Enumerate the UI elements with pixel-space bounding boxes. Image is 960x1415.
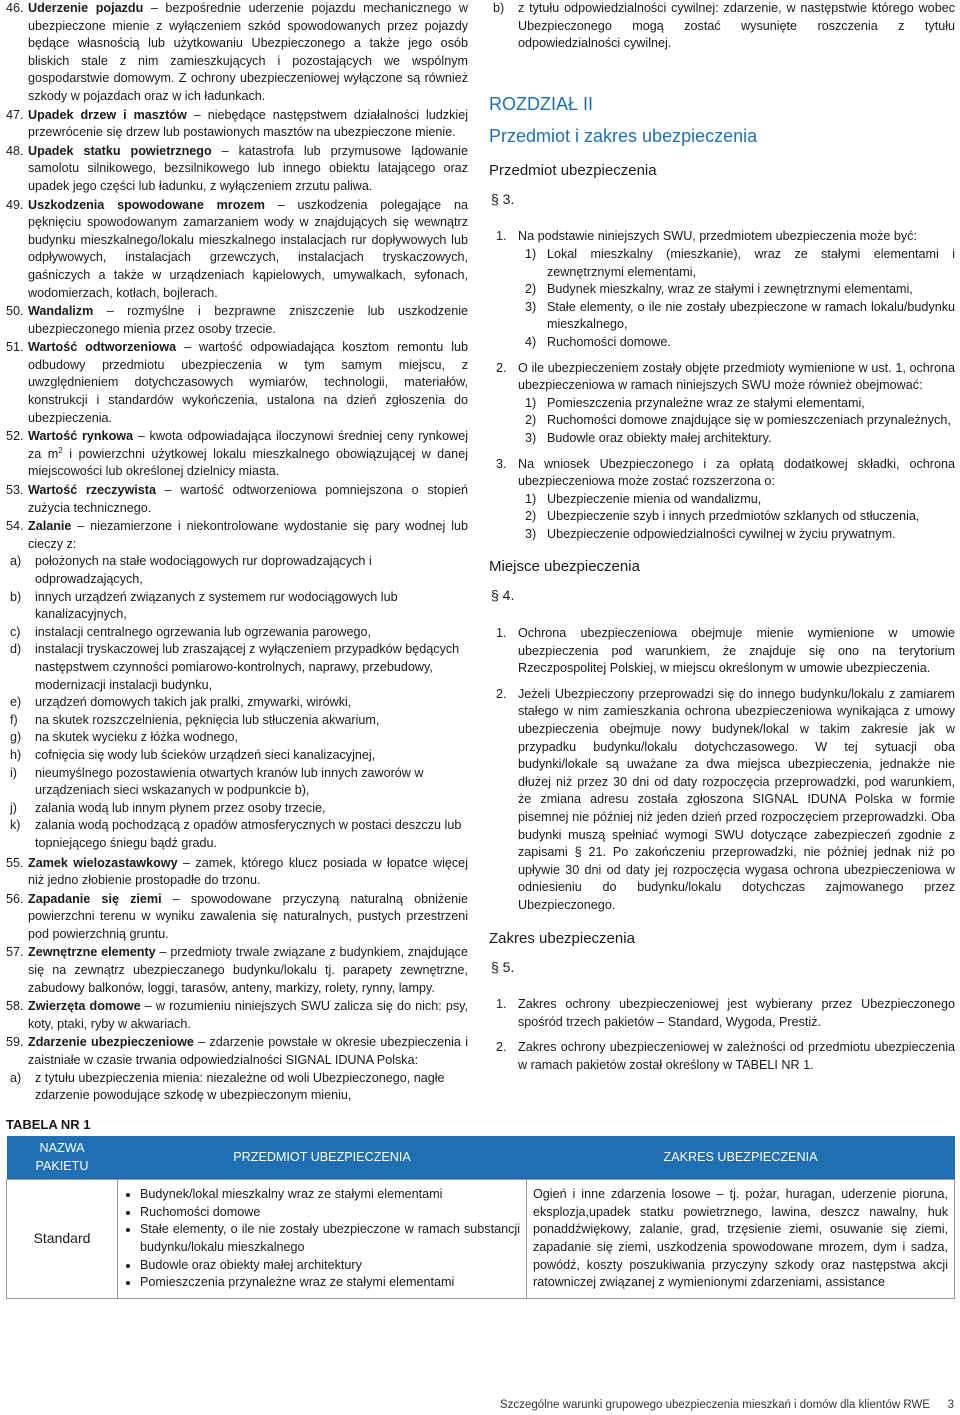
sub-item [6, 589, 468, 624]
paragraph-sign-3: § 3. [491, 190, 515, 207]
chapter-label: ROZDZIAŁ II [489, 93, 594, 114]
footer-text: Szczególne warunki grupowego ubezpieczenia mieszkań i domów dla klientów RWE [500, 1399, 930, 1411]
list-item-text: Pomieszczenia przynależne wraz ze stałymi elementami, [547, 395, 865, 410]
sub-item [6, 747, 468, 765]
package-name: Standard [7, 1180, 118, 1299]
definition-term: Upadek drzew i masztów [28, 107, 187, 122]
list-item-number: 2) [525, 509, 537, 524]
paragraph-text: Na podstawie niniejszych SWU, przedmiotem ubezpieczenia może być: [518, 229, 917, 244]
paragraph-text: Ochrona ubezpieczeniowa obejmuje mienie wymienione w umowie ubezpieczenia pod warunkiem, że znajduje się ono na terytorium Rzeczpospolitej Polskiej, w miejscu określonym w umowie ubezpieczenia. [518, 626, 955, 676]
paragraph-number: 2. [496, 360, 507, 375]
definition-number: 51. [6, 340, 24, 355]
sub-item-letter: i) [10, 765, 17, 780]
definition-term: Uszkodzenia spowodowane mrozem [28, 197, 265, 212]
sub-item [6, 817, 468, 852]
sub-item-text: cofnięcia się wody lub ścieków urządzeń sieci kanalizacyjnej, [35, 747, 376, 762]
definition-term: Zapadanie się ziemi [28, 891, 162, 906]
definition-term: Zwierzęta domowe [28, 999, 141, 1014]
sub-item-text: zalania wodą pochodzącą z opadów atmosferycznych w postaci deszczu lub topniejącego śniegu bądź gradu. [35, 818, 462, 850]
subject-list-item: • Budowle oraz obiekty małej architektury [140, 1257, 520, 1275]
section-heading-przedmiot: Przedmiot ubezpieczenia [489, 161, 657, 179]
page-number: 3 [947, 1399, 954, 1411]
definition-item: 48. Upadek statku powietrznego – katastrofa lub przymusowe lądowanie samolotu silnikowego, bezsilnikowego lub innego obiektu latającego oraz upadek jego części lub ładunku, z wyłączeniem zrzutu paliwa. [6, 143, 468, 196]
sub-item-letter: a) [10, 1070, 22, 1085]
list-item-text: Lokal mieszkalny (mieszkanie), wraz ze stałymi elementami i zewnętrznymi elementami, [547, 246, 955, 279]
definition-item: 50. Wandalizm – rozmyślne i bezprawne zniszczenie lub uszkodzenie ubezpieczonego mienia przez osoby trzecie. [6, 303, 468, 338]
definition-number: 58. [6, 999, 24, 1014]
definition-number: 48. [6, 143, 24, 158]
paragraph-text: O ile ubezpieczeniem zostały objęte przedmioty wymienione w ust. 1, ochrona ubezpieczeniowa w ramach niniejszych SWU może również obejmować: [518, 360, 955, 393]
list-item-number: 4) [525, 334, 537, 349]
section-heading-miejsce: Miejsce ubezpieczenia [489, 558, 640, 576]
list-item-text: Budynek mieszkalny, wraz ze stałymi i zewnętrznymi elementami, [547, 282, 913, 297]
sub-item [6, 641, 468, 694]
sub-item-letter: d) [10, 642, 22, 657]
numbered-paragraph [489, 996, 955, 1031]
definition-number: 46. [6, 1, 24, 15]
paragraph-text: Zakres ochrony ubezpieczeniowej w zależności od przedmiotu ubezpieczenia w ramach pakietów został określony w TABELI NR 1. [518, 1040, 955, 1072]
definition-term: Wartość rynkowa [28, 429, 134, 444]
table-row [7, 1180, 955, 1299]
header-package: NAZWA PAKIETU [7, 1136, 118, 1180]
coverage-table [6, 1136, 955, 1299]
list-item [518, 508, 955, 526]
sub-item [6, 729, 468, 747]
list-item-text: Ruchomości domowe. [547, 334, 671, 349]
header-subject: PRZEDMIOT UBEZPIECZENIA [118, 1136, 527, 1180]
numbered-paragraph [489, 1039, 955, 1074]
left-column [6, 0, 468, 1106]
sub-item-text: zalania wodą lub innym płynem przez osoby trzecie, [35, 800, 326, 815]
paragraph-number: 2. [496, 1040, 507, 1055]
footer [500, 1397, 954, 1415]
subject-list-item: • Pomieszczenia przynależne wraz ze stałymi elementami [140, 1274, 520, 1292]
definition-number: 56. [6, 891, 24, 906]
definition-term: Zamek wielozastawkowy [28, 855, 178, 870]
sub-item-text: urządzeń domowych takich jak pralki, zmywarki, wirówki, [35, 695, 352, 710]
definition-item: 46. Uderzenie pojazdu – bezpośrednie uderzenie pojazdu mechanicznego w ubezpieczone mienie z wyłączeniem szkód spowodowanych przez pojazdy będące własnością lub użytkowaniu Ubezpieczonego a także jego osób bliskich stale z nim zamieszkujących i pozostających we wspólnym gospodarstwie domowym. Z ochrony ubezpieczeniowej wyłączone są również szkody w pojazdach oraz w ich ładunkach. [6, 0, 468, 106]
definition-term: Uderzenie pojazdu [28, 1, 144, 15]
definition-item: 55. Zamek wielozastawkowy – zamek, którego klucz posiada w łopatce więcej niż jedno złobienie prostopadłe do trzonu. [6, 855, 468, 890]
sub-item-letter: e) [10, 695, 22, 710]
header-scope: ZAKRES UBEZPIECZENIA [527, 1136, 955, 1180]
definition-number: 50. [6, 304, 24, 319]
numbered-paragraph [489, 686, 955, 915]
sub-item [6, 553, 468, 588]
sub-item-text: instalacji tryskaczowej lub zraszającej z wyłączeniem przypadków będących następstwem czynności pomiarowo-kontrolnych, naprawy, przebudowy, modernizacji instalacji budynku, [35, 642, 460, 692]
definition-item: 53. Wartość rzeczywista – wartość odtworzeniowa pomniejszona o stopień zużycia technicznego. [6, 482, 468, 517]
list-item-number: 1) [525, 491, 537, 506]
definition-term: Wartość rzeczywista [28, 483, 156, 498]
definition-term: Zdarzenie ubezpieczeniowe [28, 1035, 194, 1050]
paragraph-sign-5: § 5. [491, 958, 515, 975]
paragraph-text: Zakres ochrony ubezpieczeniowej jest wybierany przez Ubezpieczonego spośród trzech pakietów – Standard, Wygoda, Prestiż. [518, 997, 955, 1029]
list-item [518, 246, 955, 281]
subject-list-item: • Stałe elementy, o ile nie zostały ubezpieczone w ramach substancji budynku/lokalu mieszkalnego [140, 1221, 520, 1256]
list-item [518, 491, 955, 509]
definition-number: 52. [6, 429, 24, 444]
sub-item-text: innych urządzeń związanych z systemem rur wodociągowych lub kanalizacyjnych, [35, 589, 398, 622]
paragraph-number: 1. [496, 997, 507, 1012]
paragraph-number: 3. [496, 456, 507, 471]
chapter-title: Przedmiot i zakres ubezpieczenia [489, 125, 758, 146]
list-item-text: Ubezpieczenie szyb i innych przedmiotów szklanych od stłuczenia, [547, 509, 920, 524]
list-item-text: Ubezpieczenie odpowiedzialności cywilnej w życiu prywatnym. [547, 526, 896, 541]
subject-list-item: • Ruchomości domowe [140, 1204, 520, 1222]
definition-item: 51. Wartość odtworzeniowa – wartość odpowiadająca kosztom remontu lub odbudowy przedmiotu ubezpieczenia w tym samym miejscu, z uwzględnieniem dotychczasowych wymiarów, technologii, materiałów, konstrukcji i standardów wykończenia, ustalona na dzień zgłoszenia do ubezpieczenia. [6, 339, 468, 427]
definition-59: 59. Zdarzenie ubezpieczeniowe – zdarzenie powstałe w okresie ubezpieczenia i zaistniałe w czasie trwania odpowiedzialności SIGNAL IDUNA Polska: a) z tytułu ubezpieczenia mienia: niezależne od woli Ubezpieczonego, nagłe zdarzenie powodujące szkodę w ubezpieczonym mieniu, [6, 1034, 468, 1104]
sub-item-letter: g) [10, 730, 22, 745]
paragraph-number: 1. [496, 626, 507, 641]
list-item [518, 281, 955, 299]
list-item-number: 3) [525, 299, 537, 314]
scope-cell: Ogień i inne zdarzenia losowe – tj. pożar, huragan, uderzenie pioruna, eksplozja,upadek statku powietrznego, lawina, deszcz nawalny, huk ponaddźwiękowy, zalanie, grad, trzęsienie ziemi, osuwanie się ziemi, zapadanie się ziemi, uszkodzenia spowodowane mrozem, dym i sadza, powódź, koszty poszukiwania przyczyny szkody oraz następstwa akcji ratowniczej związanej z wymienionymi zdarzeniami, assistance [527, 1180, 955, 1299]
sub-item [6, 800, 468, 818]
list-item [518, 412, 955, 430]
definition-number: 57. [6, 945, 24, 960]
definition-item: 47. Upadek drzew i masztów – niebędące następstwem działalności ludzkiej przewrócenie się drzew lub postawionych masztów na ubezpieczone mienie. [6, 107, 468, 142]
list-item-number: 3) [525, 430, 537, 445]
numbered-paragraph [489, 228, 955, 351]
sub-item-letter: a) [10, 554, 22, 569]
definition-term: Upadek statku powietrznego [28, 143, 212, 158]
definition-number: 55. [6, 855, 24, 870]
definition-item: 56. Zapadanie się ziemi – spowodowane przyczyną naturalną obniżenie powierzchni terenu w wyniku zawalenia się naturalnych, pustych przestrzeni pod powierzchnią gruntu. [6, 891, 468, 944]
definition-number: 53. [6, 483, 24, 498]
definition-number: 59. [6, 1035, 24, 1050]
sub-item-letter: c) [10, 624, 21, 639]
list-item-number: 1) [525, 246, 537, 261]
definition-term: Zalanie [28, 519, 72, 534]
sub-item-letter: h) [10, 747, 22, 762]
definition-number: 54. [6, 519, 24, 534]
subject-cell [118, 1180, 527, 1299]
list-item-number: 2) [525, 413, 537, 428]
continuation-item-b: b) z tytułu odpowiedzialności cywilnej: zdarzenie, w następstwie którego wobec Ubezpieczonego mogą zostać wysunięte roszczenia z tytułu odpowiedzialności cywilnej. [493, 1, 955, 51]
sub-item-letter: k) [10, 818, 21, 833]
right-column [489, 0, 955, 1083]
sub-item-text: na skutek wycieku z łóżka wodnego, [35, 730, 239, 745]
list-item [518, 430, 955, 448]
sub-item-text: instalacji centralnego ogrzewania lub ogrzewania parowego, [35, 624, 372, 639]
sub-item [6, 712, 468, 730]
paragraph-sign-4: § 4. [491, 587, 515, 604]
table-title: TABELA NR 1 [6, 1117, 91, 1132]
list-item [518, 395, 955, 413]
numbered-paragraph [489, 625, 955, 678]
list-item [518, 334, 955, 352]
subject-list-item: • Budynek/lokal mieszkalny wraz ze stałymi elementami [140, 1186, 520, 1204]
list-item-text: Ubezpieczenie mienia od wandalizmu, [547, 491, 762, 506]
definition-term: Zewnętrzne elementy [28, 945, 156, 960]
definition-item: 58. Zwierzęta domowe – w rozumieniu niniejszych SWU zalicza się do nich: psy, koty, ptaki, ryby w akwariach. [6, 998, 468, 1033]
definition-item: 49. Uszkodzenia spowodowane mrozem – uszkodzenia polegające na pęknięciu spowodowanym zamarzaniem wody w znajdujących się wewnątrz budynku mieszkalnego/lokalu mieszkalnego instalacjach rur dopływowych lub odpływowych, instalacjach grzewczych, instalacjach tryskaczowych, gaśniczych a także w urządzeniach kąpielowych, umywalkach, syfonach, wodomierzach, kotłach, bojlerach. [6, 197, 468, 303]
definition-term: Wandalizm [28, 304, 94, 319]
list-item-number: 2) [525, 282, 537, 297]
definition-52: 52. Wartość rynkowa – kwota odpowiadająca iloczynowi średniej ceny rynkowej za $m^2$ i powierzchni użytkowej lokalu mieszkalnego obowiązującej w danej miejscowości lub określonej dzielnicy miasta. [6, 428, 468, 481]
sub-item [6, 765, 468, 800]
sub-item [6, 1070, 468, 1105]
numbered-paragraph [489, 456, 955, 544]
list-item-text: Budowle oraz obiekty małej architektury. [547, 430, 772, 445]
paragraph-text: Jeżeli Ubezpieczony przeprowadzi się do innego budynku/lokalu z zamiarem stałego w nim zamieszkania ochrona ubezpieczeniowa wynikająca z umowy ubezpieczenia obejmuje nowy budynek/lokal w takim zakresie jak w przypadku budynku/lokalu dotychczasowego. W tej sytuacji oba budynki/lokale są uważane za dwa miejsca ubezpieczenia, jednakże nie dłużej niż przez 30 dni od daty rozpoczęcia przeprowadzki, pod warunkiem, że zmiana adresu została zgłoszona SIGNAL IDUNA Polska w formie pisemnej nie później niż jeden dzień przed rozpoczęciem przeprowadzki. Oba budynki muszą spełniać wymogi SWU dotyczące zabezpieczeń zgodnie z zapisami § 21. Po zakończeniu przeprowadzki, nie później jednak niż po upływie 30 dni od daty jej rozpoczęcia wygasa ochrona ubezpieczeniowa w odniesieniu do budynku/lokalu dotychczas zajmowanego przez Ubezpieczonego. [518, 686, 955, 912]
paragraph-number: 2. [496, 686, 507, 701]
definition-number: 49. [6, 197, 24, 212]
definition-item: 57. Zewnętrzne elementy – przedmioty trwale związane z budynkiem, znajdujące się na zewnątrz ubezpieczanego budynku/lokalu tj. parapety zewnętrzne, zabudowy balkonów, loggi, tarasów, anteny, markizy, rolety, rynny, lampy. [6, 944, 468, 997]
numbered-paragraph [489, 360, 955, 448]
list-item [518, 299, 955, 334]
list-item-number: 1) [525, 395, 537, 410]
list-item [518, 526, 955, 544]
section-heading-zakres: Zakres ubezpieczenia [489, 929, 635, 947]
sub-item-letter: f) [10, 712, 18, 727]
list-item-number: 3) [525, 526, 537, 541]
paragraph-text: Na wniosek Ubezpieczonego i za opłatą dodatkowej składki, ochrona ubezpieczeniowa może zostać rozszerzona o: [518, 456, 955, 489]
sub-item [6, 624, 468, 642]
sub-item [6, 694, 468, 712]
sub-item-text: z tytułu ubezpieczenia mienia: niezależne od woli Ubezpieczonego, nagłe zdarzenie powodujące szkodę w ubezpieczonym mieniu, [35, 1070, 445, 1103]
sub-item-letter: j) [10, 800, 17, 815]
definition-number: 47. [6, 107, 24, 122]
sub-item-text: nieumyślnego pozostawienia otwartych kranów lub innych zaworów w urządzeniach sieci wskazanych w podpunkcie b), [35, 765, 424, 798]
definition-54: 54. Zalanie – niezamierzone i niekontrolowane wydostanie się pary wodnej lub cieczy z: a) położonych na stałe wodociągowych rur doprowadzających i odprowadzających, b) innych urządzeń związanych z systemem rur wodociągowych lub kanalizacyjnych, c) instalacji centralnego ogrzewania lub ogrzewania parowego, d) instalacji tryskaczowej lub zraszającej z wyłączeniem przypadków będących następstwem czynności pomiarowo-kontrolnych, naprawy, przebudowy, modernizacji instalacji budynku, e) urządzeń domowych takich jak pralki, zmywarki, wirówki, f) na skutek rozszczelnienia, pęknięcia lub stłuczenia akwarium, g) na skutek wycieku z łóżka wodnego, h) cofnięcia się wody lub ścieków urządzeń sieci kanalizacyjnej, i) nieumyślnego pozostawienia otwartych kranów lub innych zaworów w urządzeniach sieci wskazanych w podpunkcie b), j) zalania wodą lub innym płynem przez osoby trzecie, k) zalania wodą pochodzącą z opadów atmosferycznych w postaci deszczu lub topniejącego śniegu bądź gradu. [6, 518, 468, 852]
sub-item-letter: b) [10, 589, 22, 604]
sub-item-text: na skutek rozszczelnienia, pęknięcia lub stłuczenia akwarium, [35, 712, 380, 727]
paragraph-number: 1. [496, 229, 507, 244]
list-item-text: Stałe elementy, o ile nie zostały ubezpieczone w ramach lokalu/budynku mieszkalnego, [547, 299, 955, 332]
list-item-text: Ruchomości domowe znajdujące się w pomieszczeniach przynależnych, [547, 413, 951, 428]
definition-term: Wartość odtworzeniowa [28, 340, 177, 355]
sub-item-text: położonych na stałe wodociągowych rur doprowadzających i odprowadzających, [35, 554, 372, 586]
